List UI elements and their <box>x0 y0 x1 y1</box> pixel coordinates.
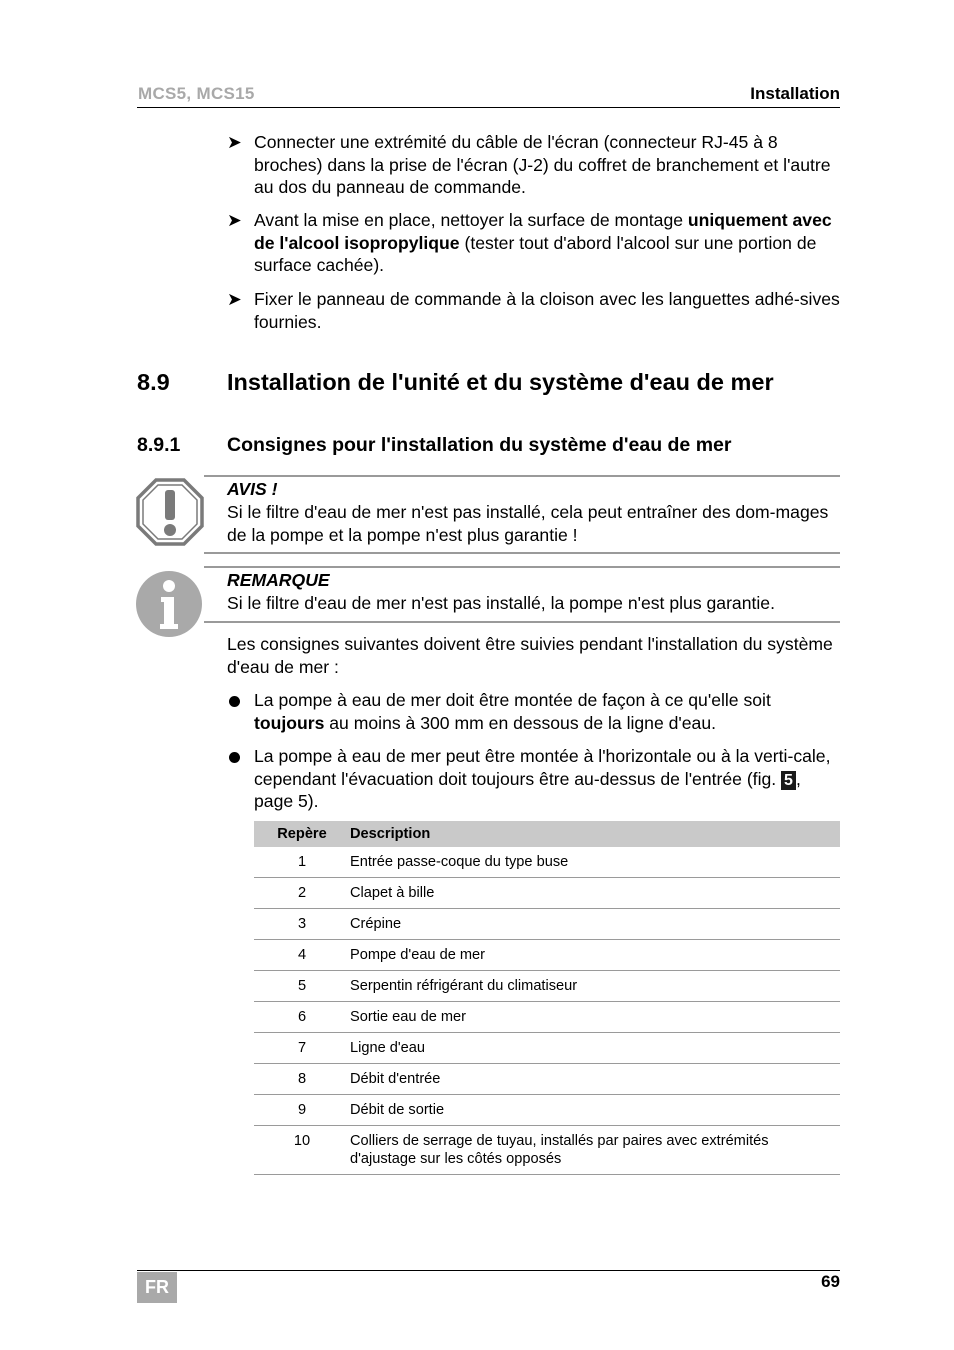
cell-repere: 7 <box>254 1033 350 1064</box>
cell-repere: 9 <box>254 1095 350 1126</box>
header-doc-title: MCS5, MCS15 <box>138 84 255 103</box>
warning-title: AVIS ! <box>227 479 278 499</box>
cell-repere: 5 <box>254 971 350 1002</box>
cell-description: Pompe d'eau de mer <box>350 940 840 971</box>
cell-description: Ligne d'eau <box>350 1033 840 1064</box>
column-header-description: Description <box>350 821 840 847</box>
cell-description: Colliers de serrage de tuyau, installés par paires avec extrémités d'ajustage sur les côtés opposés <box>350 1126 840 1175</box>
arrow-marker-icon: ➤ <box>227 132 242 152</box>
warning-bottom-rule <box>204 552 840 554</box>
bullet-dot-icon <box>229 696 240 707</box>
remark-bottom-rule <box>204 621 840 623</box>
table-row <box>254 909 840 940</box>
cell-repere: 1 <box>254 847 350 878</box>
bullet-text: La pompe à eau de mer doit être montée de façon à ce qu'elle soit toujours au moins à 300 mm en dessous de la ligne d'eau. <box>254 690 771 733</box>
subsection-title: Consignes pour l'installation du système d'eau de mer <box>227 434 732 456</box>
exclamation-octagon-icon <box>136 478 204 546</box>
cell-description: Clapet à bille <box>350 878 840 909</box>
cell-repere: 4 <box>254 940 350 971</box>
info-circle-icon <box>136 570 204 638</box>
step-text: Fixer le panneau de commande à la cloison avec les languettes adhé-sives fournies. <box>254 289 840 332</box>
table-row <box>254 940 840 971</box>
warning-body: Si le filtre d'eau de mer n'est pas installé, cela peut entraîner des dom-mages de la pompe et la pompe n'est plus garantie ! <box>227 502 829 545</box>
page-number: 69 <box>821 1272 840 1291</box>
intro-paragraph: Les consignes suivantes doivent être suivies pendant l'installation du système d'eau de mer : <box>227 634 833 677</box>
cell-repere: 2 <box>254 878 350 909</box>
cell-description: Crépine <box>350 909 840 940</box>
parts-table <box>254 821 840 1175</box>
arrow-marker-icon: ➤ <box>227 289 242 309</box>
subsection-number: 8.9.1 <box>137 434 181 456</box>
table-header-row <box>254 821 840 847</box>
table-row <box>254 1033 840 1064</box>
cell-repere: 8 <box>254 1064 350 1095</box>
step-text: Avant la mise en place, nettoyer la surface de montage uniquement avec de l'alcool isopropylique (tester tout d'abord l'alcool sur une portion de surface cachée). <box>254 210 832 276</box>
footer-divider <box>137 1270 840 1271</box>
section-title: Installation de l'unité et du système d'eau de mer <box>227 369 774 395</box>
table-row <box>254 1064 840 1095</box>
cell-description: Entrée passe-coque du type buse <box>350 847 840 878</box>
table-row <box>254 1126 840 1175</box>
warning-top-rule <box>204 475 840 477</box>
bullet-text: La pompe à eau de mer peut être montée à l'horizontale ou à la verti-cale, cependant l'évacuation doit toujours être au-dessus de l'entrée (fig. 5 , page 5). <box>254 746 831 812</box>
step-text: Connecter une extrémité du câble de l'écran (connecteur RJ-45 à 8 broches) dans la prise de l'écran (J-2) du coffret de branchement et l'autre au dos du panneau de commande. <box>254 132 831 198</box>
header-section-title: Installation <box>750 84 840 103</box>
table-row <box>254 878 840 909</box>
section-number: 8.9 <box>137 369 170 395</box>
bullet-dot-icon <box>229 752 240 763</box>
table-row <box>254 1095 840 1126</box>
cell-repere: 6 <box>254 1002 350 1033</box>
remark-top-rule <box>204 566 840 568</box>
cell-description: Serpentin réfrigérant du climatiseur <box>350 971 840 1002</box>
arrow-marker-icon: ➤ <box>227 210 242 230</box>
cell-repere: 3 <box>254 909 350 940</box>
header-divider <box>137 107 840 108</box>
language-badge: FR <box>137 1272 177 1303</box>
table-row <box>254 847 840 878</box>
cell-description: Sortie eau de mer <box>350 1002 840 1033</box>
column-header-repere: Repère <box>254 821 350 847</box>
cell-description: Débit de sortie <box>350 1095 840 1126</box>
figure-reference-badge: 5 <box>781 771 796 790</box>
table-row <box>254 1002 840 1033</box>
cell-description: Débit d'entrée <box>350 1064 840 1095</box>
cell-repere: 10 <box>254 1126 350 1175</box>
remark-title: REMARQUE <box>227 570 330 590</box>
remark-body: Si le filtre d'eau de mer n'est pas installé, la pompe n'est plus garantie. <box>227 593 775 613</box>
table-row <box>254 971 840 1002</box>
